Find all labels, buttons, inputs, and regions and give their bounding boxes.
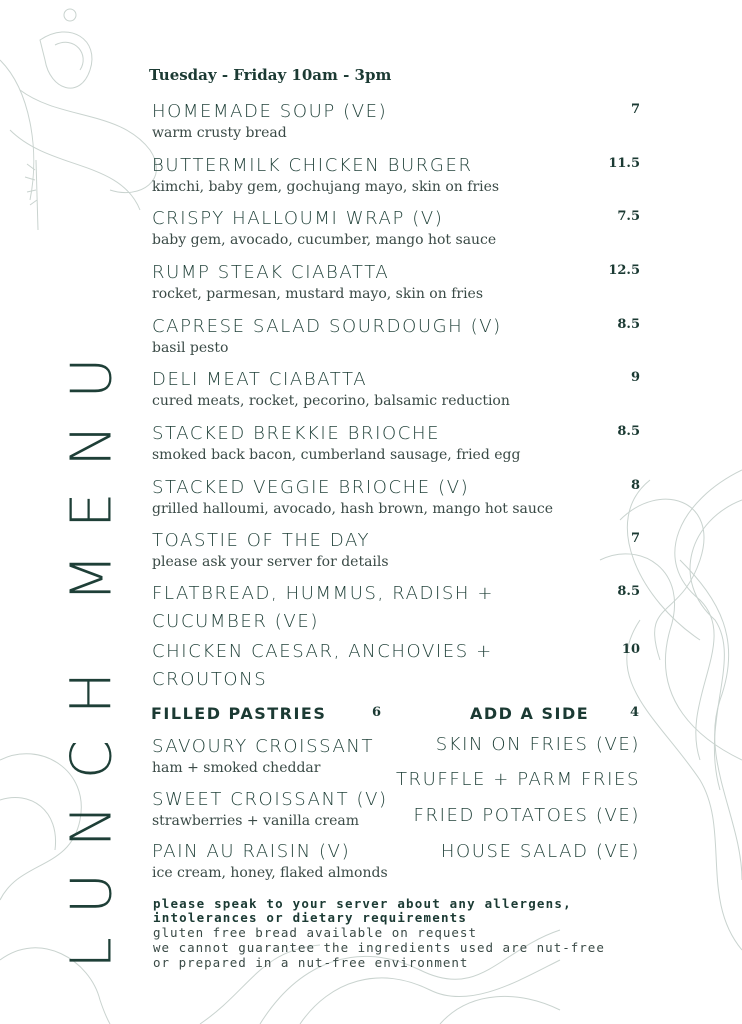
- gluten-free-note: gluten free bread available on request: [153, 925, 477, 940]
- item-price: 8: [630, 478, 640, 493]
- item-description: baby gem, avocado, cucumber, mango hot sauce: [152, 232, 497, 248]
- side-item: TRUFFLE + PARM FRIES: [395, 769, 640, 790]
- menu-item: [152, 366, 640, 410]
- item-description: rocket, parmesan, mustard mayo, skin on fries: [152, 286, 484, 302]
- item-description: basil pesto: [152, 340, 229, 356]
- menu-item: [152, 474, 640, 518]
- menu-item: [152, 259, 640, 303]
- allergen-notes: [153, 897, 653, 970]
- item-price: 7: [630, 531, 640, 546]
- item-name: CHICKEN CAESAR, ANCHOVIES + CROUTONS: [152, 641, 493, 690]
- item-name: STACKED VEGGIE BRIOCHE (V): [152, 477, 470, 498]
- pastry-name: PAIN AU RAISIN (V): [152, 841, 351, 862]
- item-price: 8.5: [617, 584, 640, 599]
- item-price: 10: [621, 642, 640, 657]
- pastry-name: SWEET CROISSANT (V): [152, 789, 388, 810]
- pastry-item: [152, 838, 412, 882]
- side-item: SKIN ON FRIES (VE): [435, 734, 640, 755]
- item-description: grilled halloumi, avocado, hash brown, mango hot sauce: [152, 501, 554, 517]
- item-price: 8.5: [617, 424, 640, 439]
- item-description: please ask your server for details: [152, 554, 389, 570]
- item-price: 11.5: [608, 156, 640, 171]
- item-name: CRISPY HALLOUMI WRAP (V): [152, 208, 444, 229]
- allergen-note-line: please speak to your server about any allergens,: [153, 896, 572, 911]
- pastry-description: ham + smoked cheddar: [152, 760, 321, 776]
- sides-price: 4: [630, 705, 640, 720]
- item-name: BUTTERMILK CHICKEN BURGER: [152, 155, 473, 176]
- side-item: HOUSE SALAD (VE): [440, 841, 640, 862]
- item-description: kimchi, baby gem, gochujang mayo, skin on fries: [152, 179, 500, 195]
- menu-item: [152, 98, 640, 142]
- item-price: 7.5: [617, 209, 640, 224]
- item-description: warm crusty bread: [152, 125, 287, 141]
- menu-item: [152, 527, 640, 571]
- item-price: 12.5: [608, 263, 640, 278]
- pastry-description: strawberries + vanilla cream: [152, 813, 359, 829]
- item-name: STACKED BREKKIE BRIOCHE: [152, 423, 441, 444]
- opening-hours: Tuesday - Friday 10am - 3pm: [149, 66, 392, 84]
- pastries-heading: FILLED PASTRIES: [151, 704, 327, 723]
- menu-item: [152, 420, 640, 464]
- item-description: smoked back bacon, cumberland sausage, fried egg: [152, 447, 521, 463]
- side-item: FRIED POTATOES (VE): [413, 805, 640, 826]
- allergen-note-line: intolerances or dietary requirements: [153, 910, 468, 925]
- nut-note-line: or prepared in a nut-free environment: [153, 955, 469, 970]
- pastry-description: ice cream, honey, flaked almonds: [152, 865, 388, 881]
- sides-heading: ADD A SIDE: [470, 704, 590, 723]
- menu-item: [152, 152, 640, 196]
- item-price: 8.5: [617, 317, 640, 332]
- pastry-name: SAVOURY CROISSANT: [152, 736, 375, 757]
- item-name: DELI MEAT CIABATTA: [152, 369, 368, 390]
- item-price: 7: [630, 102, 640, 117]
- menu-item: [152, 313, 640, 357]
- item-name: CAPRESE SALAD SOURDOUGH (V): [152, 316, 502, 337]
- pastries-price: 6: [372, 705, 382, 720]
- menu-item: [152, 205, 640, 249]
- item-name: RUMP STEAK CIABATTA: [152, 262, 390, 283]
- item-description: cured meats, rocket, pecorino, balsamic reduction: [152, 393, 510, 409]
- nut-note-line: we cannot guarantee the ingredients used are nut-free: [153, 940, 605, 955]
- menu-item: [152, 580, 640, 636]
- item-price: 9: [630, 370, 640, 385]
- pastry-item: [152, 733, 412, 777]
- pastry-item: [152, 786, 412, 830]
- item-name: FLATBREAD, HUMMUS, RADISH + CUCUMBER (VE): [152, 583, 495, 632]
- menu-item: [152, 638, 640, 694]
- item-name: HOMEMADE SOUP (VE): [152, 101, 388, 122]
- item-name: TOASTIE OF THE DAY: [152, 530, 371, 551]
- menu-title: LUNCH MENU: [59, 331, 125, 969]
